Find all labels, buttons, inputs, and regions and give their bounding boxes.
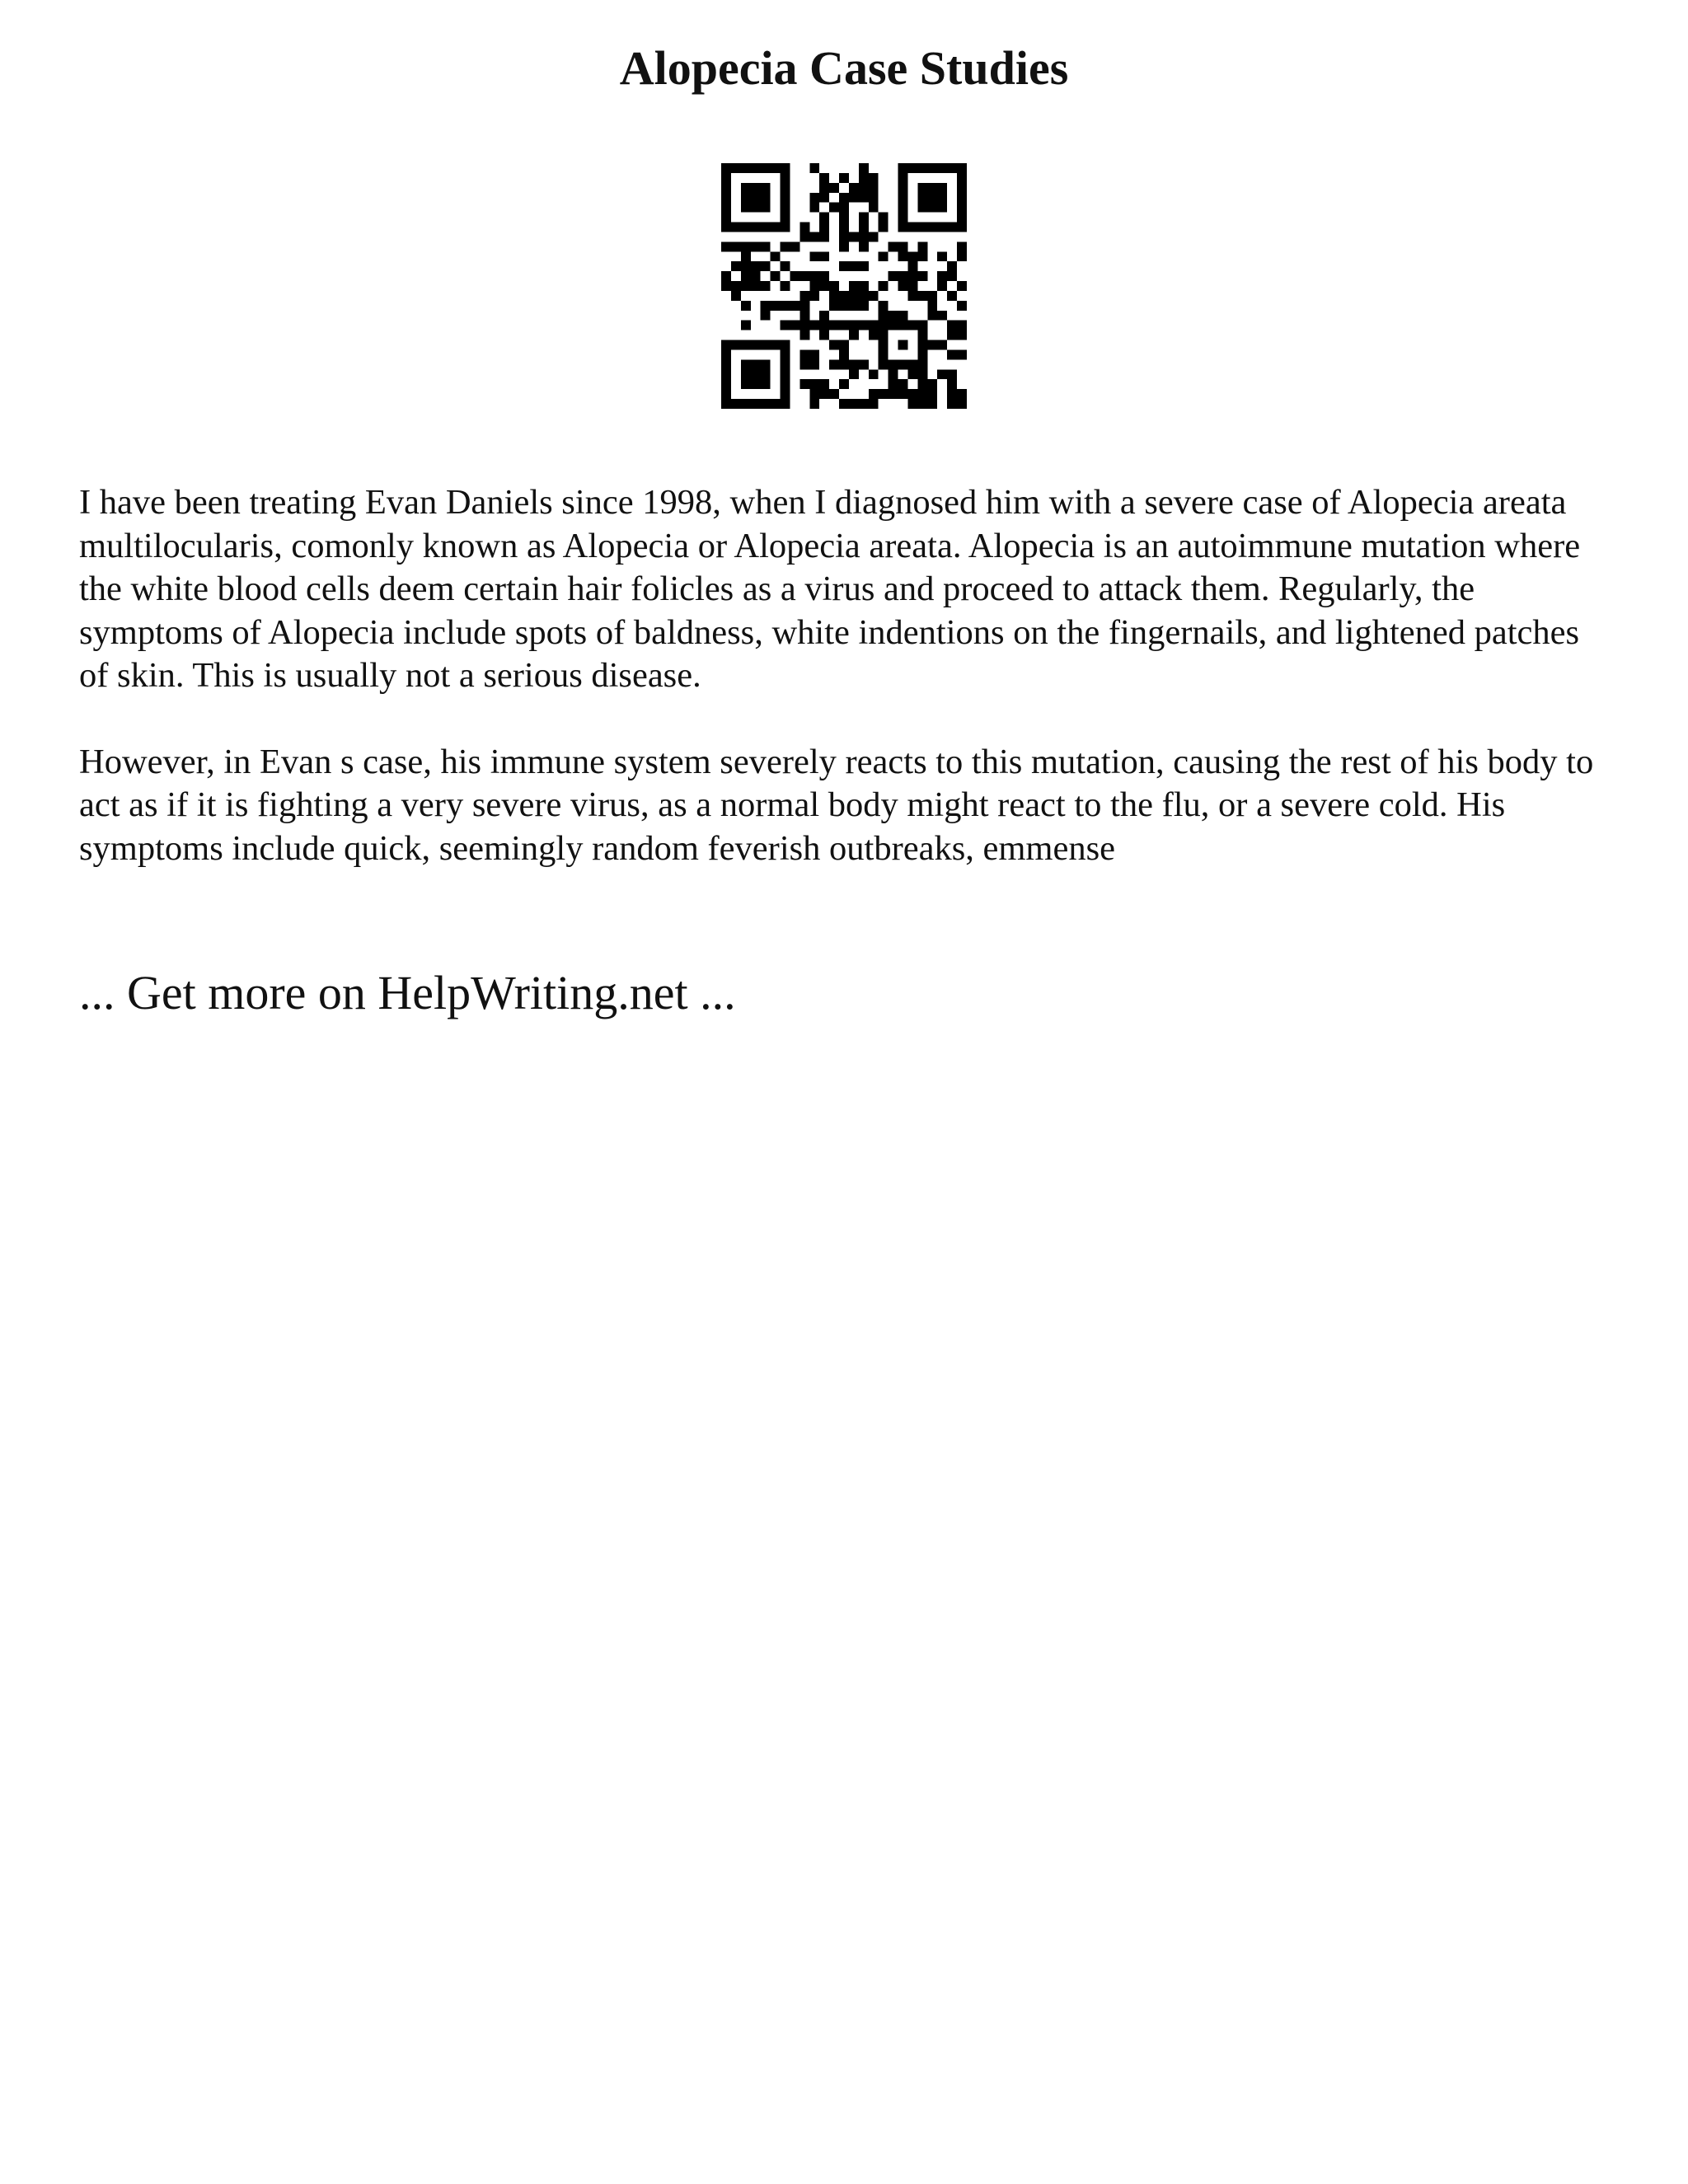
- qr-code-container: [79, 163, 1609, 409]
- get-more-link[interactable]: ... Get more on HelpWriting.net ...: [79, 966, 736, 1019]
- paragraph-2: However, in Evan s case, his immune system severely reacts to this mutation, causing the rest of his body to act as if it is fighting a very severe virus, as a normal body might react to the flu, or a severe cold. His symptoms include quick, seemingly random feverish outbreaks, emmense: [79, 742, 1594, 868]
- qr-code-icon: [721, 163, 967, 409]
- document-body: [79, 481, 1612, 870]
- paragraph-1: I have been treating Evan Daniels since 1998, when I diagnosed him with a severe case of Alopecia areata multilocularis, comonly known as Alopecia or Alopecia areata. Alopecia is an autoimmune mutation where the white blood cells deem certain hair folicles as a virus and proceed to attack them. Regularly, the symptoms of Alopecia include spots of baldness, white indentions on the fingernails, and lightened patches of skin. This is usually not a serious disease.: [79, 483, 1581, 695]
- document-title: Alopecia Case Studies: [619, 41, 1069, 95]
